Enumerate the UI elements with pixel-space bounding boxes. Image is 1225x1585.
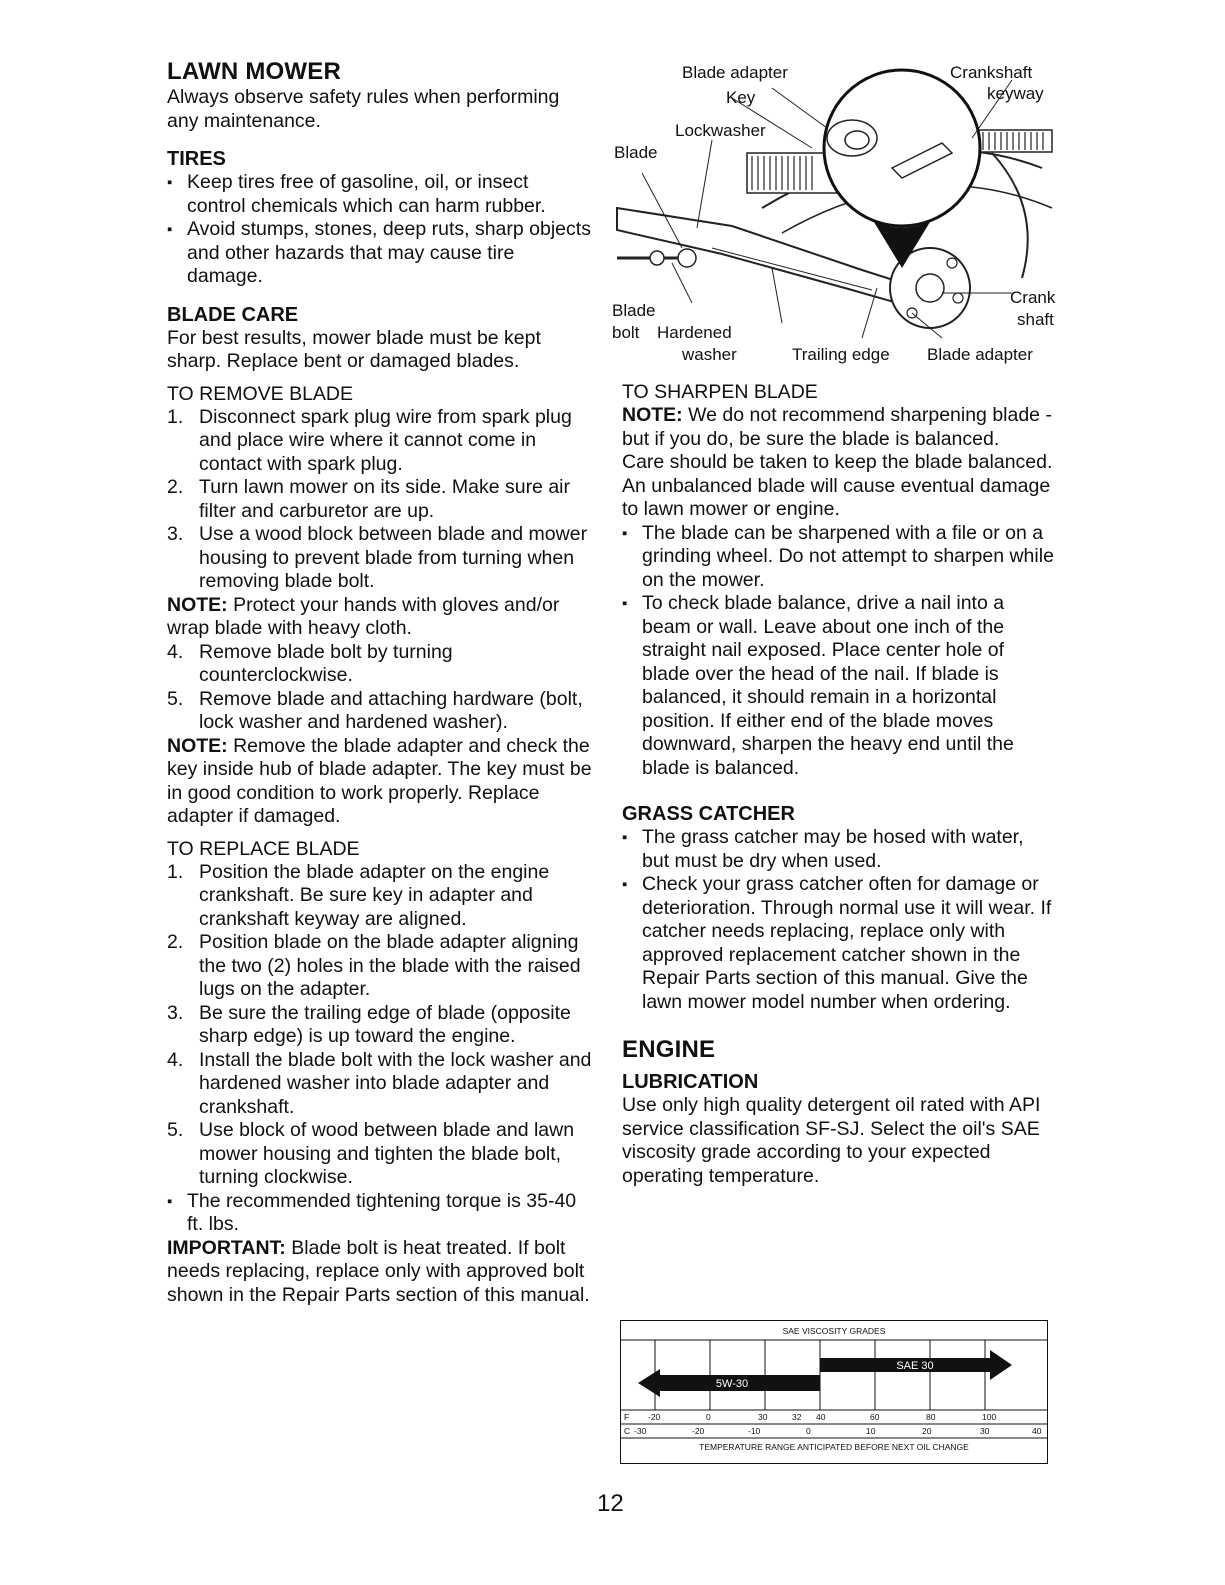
remove-blade-heading: TO REMOVE BLADE [167,382,354,405]
remove-steps-list [167,406,592,594]
torque-list [167,1190,592,1237]
c-tick: 30 [980,1426,990,1436]
note-gloves: NOTE: Protect your hands with gloves and/or wrap blade with heavy cloth. [167,593,560,639]
list-item: ▪ The recommended tightening torque is 35-40 ft. lbs. [167,1190,592,1237]
label-hardened-washer-1: Hardened [657,323,732,342]
c-tick: -20 [692,1426,705,1436]
f-label: F [624,1412,630,1422]
sharpen-list [622,522,1054,781]
left-column [167,58,592,1307]
label-crankshaft-keyway-2: keyway [987,84,1044,103]
label-crank-shaft-1: Crank [1010,288,1056,307]
f-tick: 30 [758,1412,768,1422]
list-item: 3. Be sure the trailing edge of blade (opposite sharp edge) is up toward the engine. [167,1001,571,1047]
replace-steps-list [167,861,592,1190]
lubrication-heading: LUBRICATION [622,1071,759,1093]
list-item: 1. Position the blade adapter on the engine crankshaft. Be sure key in adapter and crankshaft keyway are aligned. [167,860,550,930]
important-note: IMPORTANT: Blade bolt is heat treated. If bolt needs replacing, replace only with approved bolt shown in the Repair Parts section of this manual. [167,1236,590,1306]
sharpen-note: NOTE: We do not recommend sharpening blade - but if you do, be sure the blade is balanced. [622,404,1052,450]
grass-catcher-heading: GRASS CATCHER [622,803,795,825]
list-item: 5. Remove blade and attaching hardware (bolt, lock washer and hardened washer). [167,687,583,733]
label-blade-bolt-2: bolt [612,323,640,342]
c-tick: 0 [806,1426,811,1436]
page-number: 12 [597,1490,624,1517]
label-lockwasher: Lockwasher [675,121,766,140]
f-tick: -20 [648,1412,661,1422]
grade-sae30-label: SAE 30 [896,1360,934,1372]
right-column [622,380,1054,1188]
list-item: 4. Install the blade bolt with the lock washer and hardened washer into blade adapter and crankshaft. [167,1048,592,1118]
c-tick: 40 [1032,1426,1042,1436]
list-item: 4. Remove blade bolt by turning counterclockwise. [167,640,453,686]
remove-steps-list-2 [167,641,592,735]
label-crank-shaft-2: shaft [1017,310,1054,329]
f-tick: 0 [706,1412,711,1422]
list-item: 2. Position blade on the blade adapter aligning the two (2) holes in the blade with the raised lugs on the adapter. [167,931,581,1000]
list-item: ▪ The grass catcher may be hosed with water, but must be dry when used. [622,826,1054,873]
grass-catcher-list [622,826,1054,1014]
sae-title: SAE VISCOSITY GRADES [782,1326,886,1336]
label-blade-bolt-1: Blade [612,301,656,320]
sharpen-blade-heading: TO SHARPEN BLADE [622,381,818,403]
list-item: 5. Use block of wood between blade and lawn mower housing and tighten the blade bolt, turning clockwise. [167,1119,575,1188]
f-tick: 80 [926,1412,936,1422]
blade-care-heading: BLADE CARE [167,303,299,326]
label-key: Key [726,88,756,107]
c-tick: -30 [634,1426,647,1436]
list-item: 2. Turn lawn mower on its side. Make sure air filter and carburetor are up. [167,476,570,522]
sharpen-paragraph: Care should be taken to keep the blade balanced. An unbalanced blade will cause eventual damage to lawn mower or engine. [622,451,1053,520]
lubrication-text: Use only high quality detergent oil rated with API service classification SF-SJ. Select the oil's SAE viscosity grade according to your expected operating temperature. [622,1094,1041,1187]
label-blade-adapter-top: Blade adapter [682,63,788,82]
list-item: ▪ The blade can be sharpened with a file or on a grinding wheel. Do not attempt to sharpen while on the mower. [622,522,1054,593]
list-item: ▪ To check blade balance, drive a nail into a beam or wall. Leave about one inch of the straight nail exposed. Place center hole of blade over the head of the nail. If blade is balanced, it should remain in a horizontal position. If either end of the blade moves downward, sharpen the heavy end until the blade is balanced. [622,592,1054,780]
f-tick: 40 [816,1412,826,1422]
grade-5w30-label: 5W-30 [715,1378,749,1390]
label-crankshaft-keyway-1: Crankshaft [950,63,1033,82]
tires-list [167,171,592,289]
list-item: 3. Use a wood block between blade and mower housing to prevent blade from turning when removing blade bolt. [167,523,588,592]
list-item: ▪ Check your grass catcher often for damage or deterioration. Through normal use it will wear. If catcher needs replacing, replace only with approved replacement catcher shown in the Repair Parts section of this manual. Give the lawn mower model number when ordering. [622,873,1054,1014]
lawn-mower-intro: Always observe safety rules when performing any maintenance. [167,86,560,132]
replace-blade-heading: TO REPLACE BLADE [167,837,360,860]
lawn-mower-heading: LAWN MOWER [167,58,341,85]
blade-care-intro: For best results, mower blade must be kept sharp. Replace bent or damaged blades. [167,326,541,372]
c-tick: 10 [866,1426,876,1436]
f-tick: 60 [870,1412,880,1422]
sae-viscosity-chart [620,1320,1048,1464]
label-blade-top: Blade [614,143,658,162]
c-label: C [624,1426,631,1436]
list-item: ▪ Avoid stumps, stones, deep ruts, sharp objects and other hazards that may cause tire damage. [167,218,592,289]
tires-heading: TIRES [167,148,226,170]
f-tick: 100 [982,1412,997,1422]
label-hardened-washer-2: washer [682,345,737,364]
note-adapter: NOTE: Remove the blade adapter and check the key inside hub of blade adapter. The key must be in good condition to work properly. Replace adapter if damaged. [167,734,592,827]
sae-footer: TEMPERATURE RANGE ANTICIPATED BEFORE NEXT OIL CHANGE [699,1442,969,1452]
label-trailing-edge: Trailing edge [792,345,890,364]
list-item: ▪ Keep tires free of gasoline, oil, or insect control chemicals which can harm rubber. [167,171,592,218]
c-tick: 20 [922,1426,932,1436]
label-blade-adapter-bottom: Blade adapter [927,345,1033,364]
f-tick: 32 [792,1412,802,1422]
blade-assembly-diagram [612,58,1062,370]
engine-heading: ENGINE [622,1036,716,1063]
c-tick: -10 [748,1426,761,1436]
list-item: 1. Disconnect spark plug wire from spark plug and place wire where it cannot come in contact with spark plug. [167,405,572,475]
